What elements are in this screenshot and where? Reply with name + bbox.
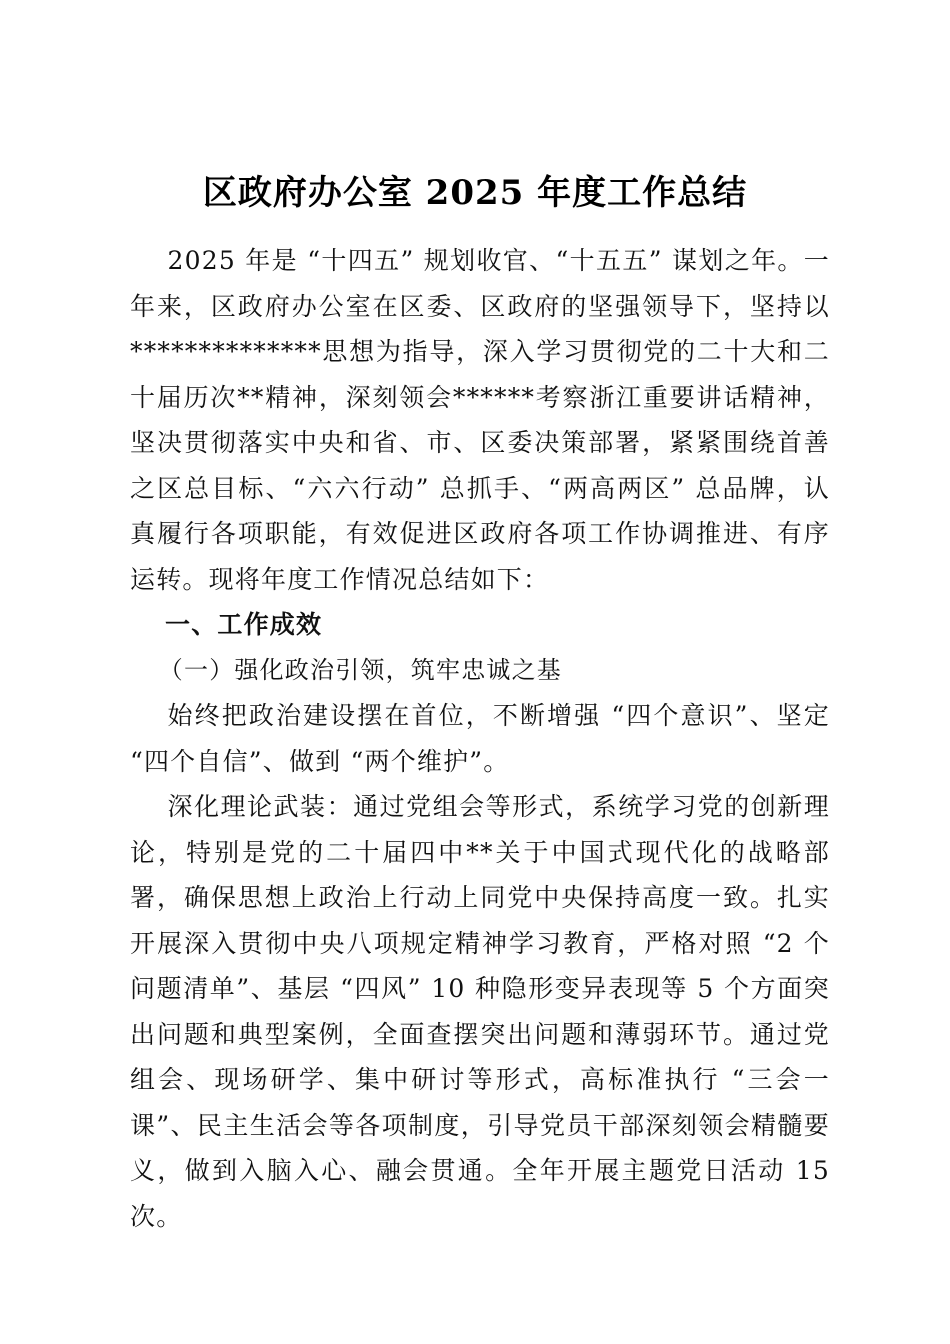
document-title: 区政府办公室 2025 年度工作总结 xyxy=(202,173,748,213)
body-paragraph-political-building: 始终把政治建设摆在首位，不断增强 “四个意识”、坚定 “四个自信”、做到 “两个维护”。 xyxy=(130,701,830,776)
subsection-heading-political-leadership: （一）强化政治引领，筑牢忠诚之基 xyxy=(158,655,562,684)
document-body xyxy=(130,238,830,1239)
body-paragraph-theory-study: 深化理论武装：通过党组会等形式，系统学习党的创新理论，特别是党的二十届四中**关于中国式现代化的战略部署，确保思想上政治上行动上同党中央保持高度一致。扎实开展深入贯彻中央八项规定精神学习教育，严格对照 “2 个问题清单”、基层 “四风” 10 种隐形变异表现等 5 个方面突出问题和典型案例，全面查摆突出问题和薄弱环节。通过党组会、现场研学、集中研讨等形式，高标准执行 “三会一课”、民主生活会等各项制度，引导党员干部深刻领会精髓要义，做到入脑入心、融会贯通。全年开展主题党日活动 15 次。 xyxy=(130,792,830,1231)
section-heading-achievements: 一、工作成效 xyxy=(165,610,323,639)
intro-paragraph: 2025 年是 “十四五” 规划收官、“十五五” 谋划之年。一年来，区政府办公室在区委、区政府的坚强领导下，坚持以**************思想为指导，深入学习贯彻党的二十大和二十届历次**精神，深刻领会******考察浙江重要讲话精神，坚决贯彻落实中央和省、市、区委决策部署，紧紧围绕首善之区总目标、“六六行动” 总抓手、“两高两区” 总品牌，认真履行各项职能，有效促进区政府各项工作协调推进、有序运转。现将年度工作情况总结如下： xyxy=(130,246,830,594)
